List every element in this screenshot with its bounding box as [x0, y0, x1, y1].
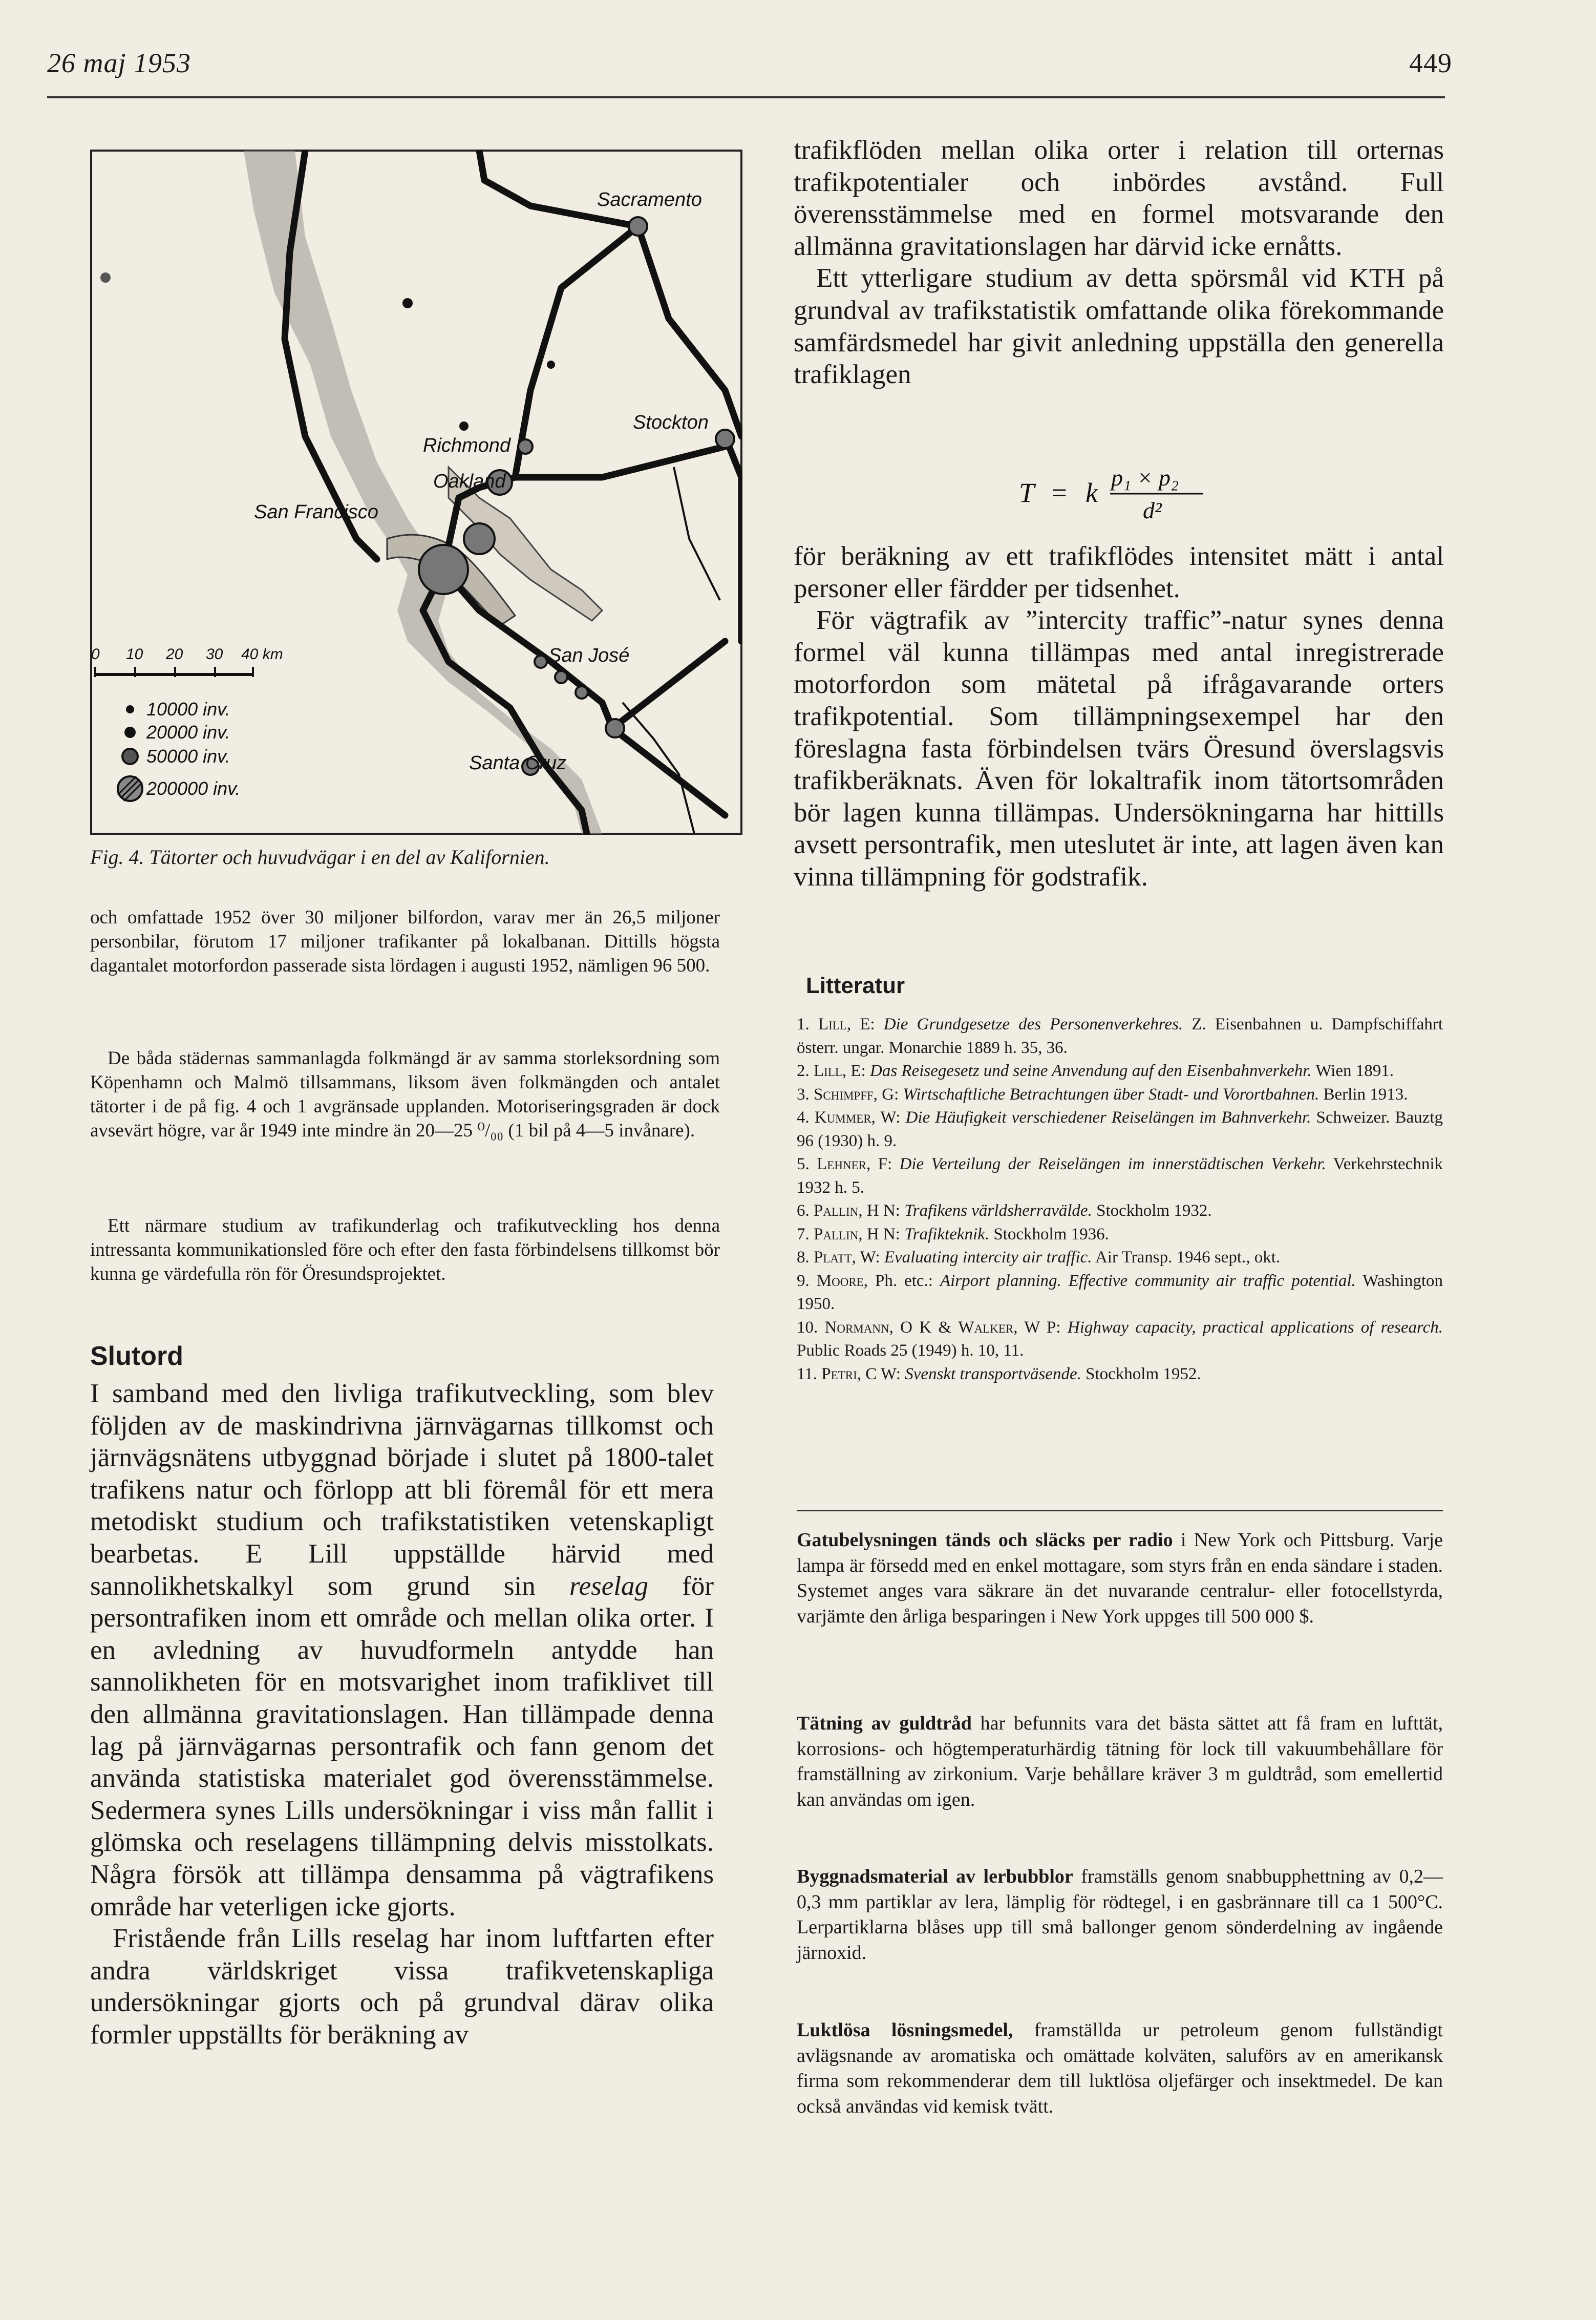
notes-divider: [797, 1510, 1443, 1511]
right-paragraph-4: För vägtrafik av ”intercity traffic”-natur synes denna formel väl kunna tillämpas med antal inregistrerade motorfordon som mätetal på ifrågavarande orters trafikpotential. Som tillämpningsexempel har den föreslagna fasta förbindelsen tvärs Öresund överslagsvis trafikberäknats. Även för lokaltrafik inom tätortsområden bör lagen kunna tillämpas. Undersökningarna har hittills avsett persontrafik, men uteslutet är inte, att lagen även kan vinna tillämpning för godstrafik.: [794, 605, 1444, 892]
label-san-jose: San José: [548, 645, 630, 666]
reference-item: 8. Platt, W: Evaluating intercity air traffic. Air Transp. 1946 sept., okt.: [797, 1248, 1281, 1267]
traffic-formula: [1019, 461, 1275, 528]
page-date: 26 maj 1953: [47, 48, 191, 78]
reference-item: 2. Lill, E: Das Reisegesetz und seine Anvendung auf den Eisenbahnverkehr. Wien 1891.: [797, 1062, 1394, 1080]
right-body-bottom: [794, 540, 1444, 893]
left-paragraph-1-text: och omfattade 1952 över 30 miljoner bilfordon, varav mer än 26,5 miljoner personbilar, förutom 17 miljoner trafikanter på lokalbanan. Dittills högsta dagantalet motorfordon passerade sista lördagen i augusti 1952, nämligen 96 500.: [90, 907, 720, 976]
reference-item: 4. Kummer, W: Die Häufigkeit verschiedener Reiselängen im Bahnverkehr. Schweizer. Bauztg 96 (1930) h. 9.: [797, 1108, 1443, 1150]
legend-50000: 50000 inv.: [146, 746, 230, 767]
figure-caption: Fig. 4. Tätorter och huvudvägar i en del av Kalifornien.: [90, 846, 550, 869]
news-note-gold-wire: Tätning av guldtråd har befunnits vara det bästa sättet att få fram en lufttät, korrosions- och högtemperaturhärdig tätning för lock till vakuumbehållare för framställning av zirkonium. Varje behållare kräver 3 m guldtråd, som emellertid kan användas om igen.: [797, 1713, 1443, 1810]
left-paragraph-2-text: De båda städernas sammanlagda folkmängd är av samma storleksordning som Köpenhamn och Malmö tillsammans, liksom även folkmängden och antalet tätorter i de på fig. 4 och 1 avgränsade upplanden. Motoriseringsgraden är dock avsevärt högre, var år 1949 inte mindre än 20—25 ⁰/₀₀ (1 bil på 4—5 invånare).: [90, 1048, 720, 1141]
right-paragraph-3: för beräkning av ett trafikflödes intensitet mätt i antal personer eller färdder per tidsenhet.: [794, 541, 1444, 603]
legend-10000: 10000 inv.: [146, 699, 230, 720]
label-sacramento: Sacramento: [597, 189, 702, 210]
scale-bar: [91, 646, 283, 677]
reference-item: 9. Moore, Ph. etc.: Airport planning. Effective community air traffic potential. Washington 1950.: [797, 1271, 1443, 1313]
legend-symbol-20000: [124, 727, 136, 738]
legend-200000: 200000 inv.: [146, 778, 241, 799]
header-rule: [47, 96, 1445, 98]
slutord-p1-part-a: I samband med den livliga trafikutveckling, som blev följden av de maskindrivna järnvägarnas tillkomst och järnvägsnätens utbyggnad började i slutet på 1800-talet trafikens natur och förlopp att bli föremål för ett mera metodiskt studium och trafikstatistiken vetenskapligt bearbetas. E Lill uppställde härvid med sannolikhetskalkyl som grund sin: [90, 1379, 714, 1601]
slutord-paragraph-2: Fristående från Lills reselag har inom luftfarten efter andra världskriget vissa trafikvetenskapliga undersökningar gjorts och på grundval därav olika formler uppställts för beräkning av: [90, 1924, 714, 2050]
formula-denominator: d²: [1143, 497, 1162, 523]
scale-tick-20: 20: [166, 646, 183, 663]
news-note-street-lighting: Gatubelysningen tänds och släcks per radio i New York och Pittsburg. Varje lampa är försedd med en enkel mottagare, som styrs från en enda sändare i staden. Systemet anges vara säkrare än det nuvarande centralur- eller fotocellstyrda, varjämte den årliga besparingen i New York uppges till 500 000 $.: [797, 1529, 1443, 1627]
reference-list: [797, 1013, 1443, 1386]
scale-tick-30: 30: [206, 646, 223, 663]
california-map: [90, 150, 742, 835]
scale-tick-0: 0: [91, 646, 100, 663]
formula-equals: =: [1050, 477, 1069, 508]
label-san-francisco: San Francisco: [254, 501, 378, 523]
label-stockton: Stockton: [633, 412, 709, 433]
legend-symbol-50000: [122, 749, 138, 764]
section-heading-slutord: Slutord: [90, 1341, 183, 1371]
scale-tick-10: 10: [126, 646, 143, 663]
right-paragraph-1: trafikflöden mellan olika orter i relation till orternas trafikpotentialer och inbördes avstånd. Full överensstämmelse med en formel motsvarande den allmänna gravitationslagen har därvid icke ernåtts.: [794, 135, 1444, 261]
news-note-odorless-solvents: Luktlösa lösningsmedel, framställda ur petroleum genom fullständigt avlägsnande av aromatiska och omättade kolväten, saluförs av en amerikansk firma som rekommenderar dem till luktlösa oljefärger och insektmedel. De kan också användas vid kemisk tvätt.: [797, 2019, 1443, 2117]
reference-item: 11. Petri, C W: Svenskt transportväsende. Stockholm 1952.: [797, 1364, 1201, 1383]
formula-k: k: [1086, 477, 1098, 508]
reference-item: 1. Lill, E: Die Grundgesetze des Personenverkehres. Z. Eisenbahnen u. Dampfschiffahrt österr. ungar. Monarchie 1889 h. 35, 36.: [797, 1015, 1443, 1057]
right-paragraph-2: Ett ytterligare studium av detta spörsmål vid KTH på grundval av trafikstatistik omfattande olika förekommande samfärdsmedel har givit anledning uppställa den generella trafiklagen: [794, 263, 1444, 390]
formula-numerator: p₁ × p₂: [1111, 465, 1179, 491]
left-paragraph-3: [90, 1214, 720, 1286]
page-number: 449: [1409, 48, 1452, 78]
reference-item: 3. Schimpff, G: Wirtschaftliche Betrachtungen über Stadt- und Vorortbahnen. Berlin 1913.: [797, 1085, 1408, 1104]
right-body-top: [794, 134, 1444, 391]
legend-symbol-10000: [126, 705, 134, 713]
left-paragraph-1: [90, 905, 720, 978]
reference-item: 10. Normann, O K & Walker, W P: Highway capacity, practical applications of research. Public Roads 25 (1949) h. 10, 11.: [797, 1318, 1443, 1360]
scale-tick-40: 40 km: [241, 646, 283, 663]
reference-item: 7. Pallin, H N: Trafikteknik. Stockholm 1936.: [797, 1225, 1109, 1243]
legend-20000: 20000 inv.: [146, 722, 230, 743]
slutord-body: [90, 1378, 714, 2051]
reference-item: 5. Lehner, F: Die Verteilung der Reiselängen im innerstädtischen Verkehr. Verkehrstechnik 1932 h. 5.: [797, 1155, 1443, 1197]
label-santa-cruz: Santa Cruz: [469, 752, 567, 774]
news-note-clay-bubbles: Byggnadsmaterial av lerbubblor framställs genom snabbupphettning av 0,2—0,3 mm partiklar av lera, lämplig för rödtegel, i en gasbrännare till ca 1 500°C. Lerpartiklarna blåses upp till små ballonger genom sönderdelning av ingående järnoxid.: [797, 1866, 1443, 1964]
label-richmond: Richmond: [423, 435, 511, 456]
literature-heading: Litteratur: [806, 973, 905, 998]
slutord-paragraph-1: [90, 1378, 714, 1923]
slutord-p1-emphasis: reselag: [569, 1571, 649, 1601]
left-paragraph-2: [90, 1046, 720, 1143]
formula-lhs: T: [1019, 477, 1035, 508]
left-paragraph-3-text: Ett närmare studium av trafikunderlag och trafikutveckling hos denna intressanta kommunikationsled före och efter den fasta förbindelsens tillkomst bör kunna ge värdefulla rön för Öresundsprojektet.: [90, 1215, 720, 1284]
reference-item: 6. Pallin, H N: Trafikens världsherravälde. Stockholm 1932.: [797, 1201, 1212, 1220]
legend: [118, 699, 240, 801]
label-oakland: Oakland: [433, 471, 506, 492]
slutord-p1-part-b: för persontrafiken inom ett område och mellan olika orter. I en avledning av huvudformeln antydde han sannolikheten för en motsvarighet inom trafiklivet till den allmänna gravitationslagen. Han tillämpade denna lag på järnvägarnas persontrafik och fann genom det använda statistiska materialet god överensstämmelse. Sedermera synes Lills undersökningar i viss mån fallit i glömska och reselagens tillämpning delvis misstolkats. Några försök att tillämpa densamma på vägtrafikens område har veterligen icke gjorts.: [90, 1571, 714, 1922]
